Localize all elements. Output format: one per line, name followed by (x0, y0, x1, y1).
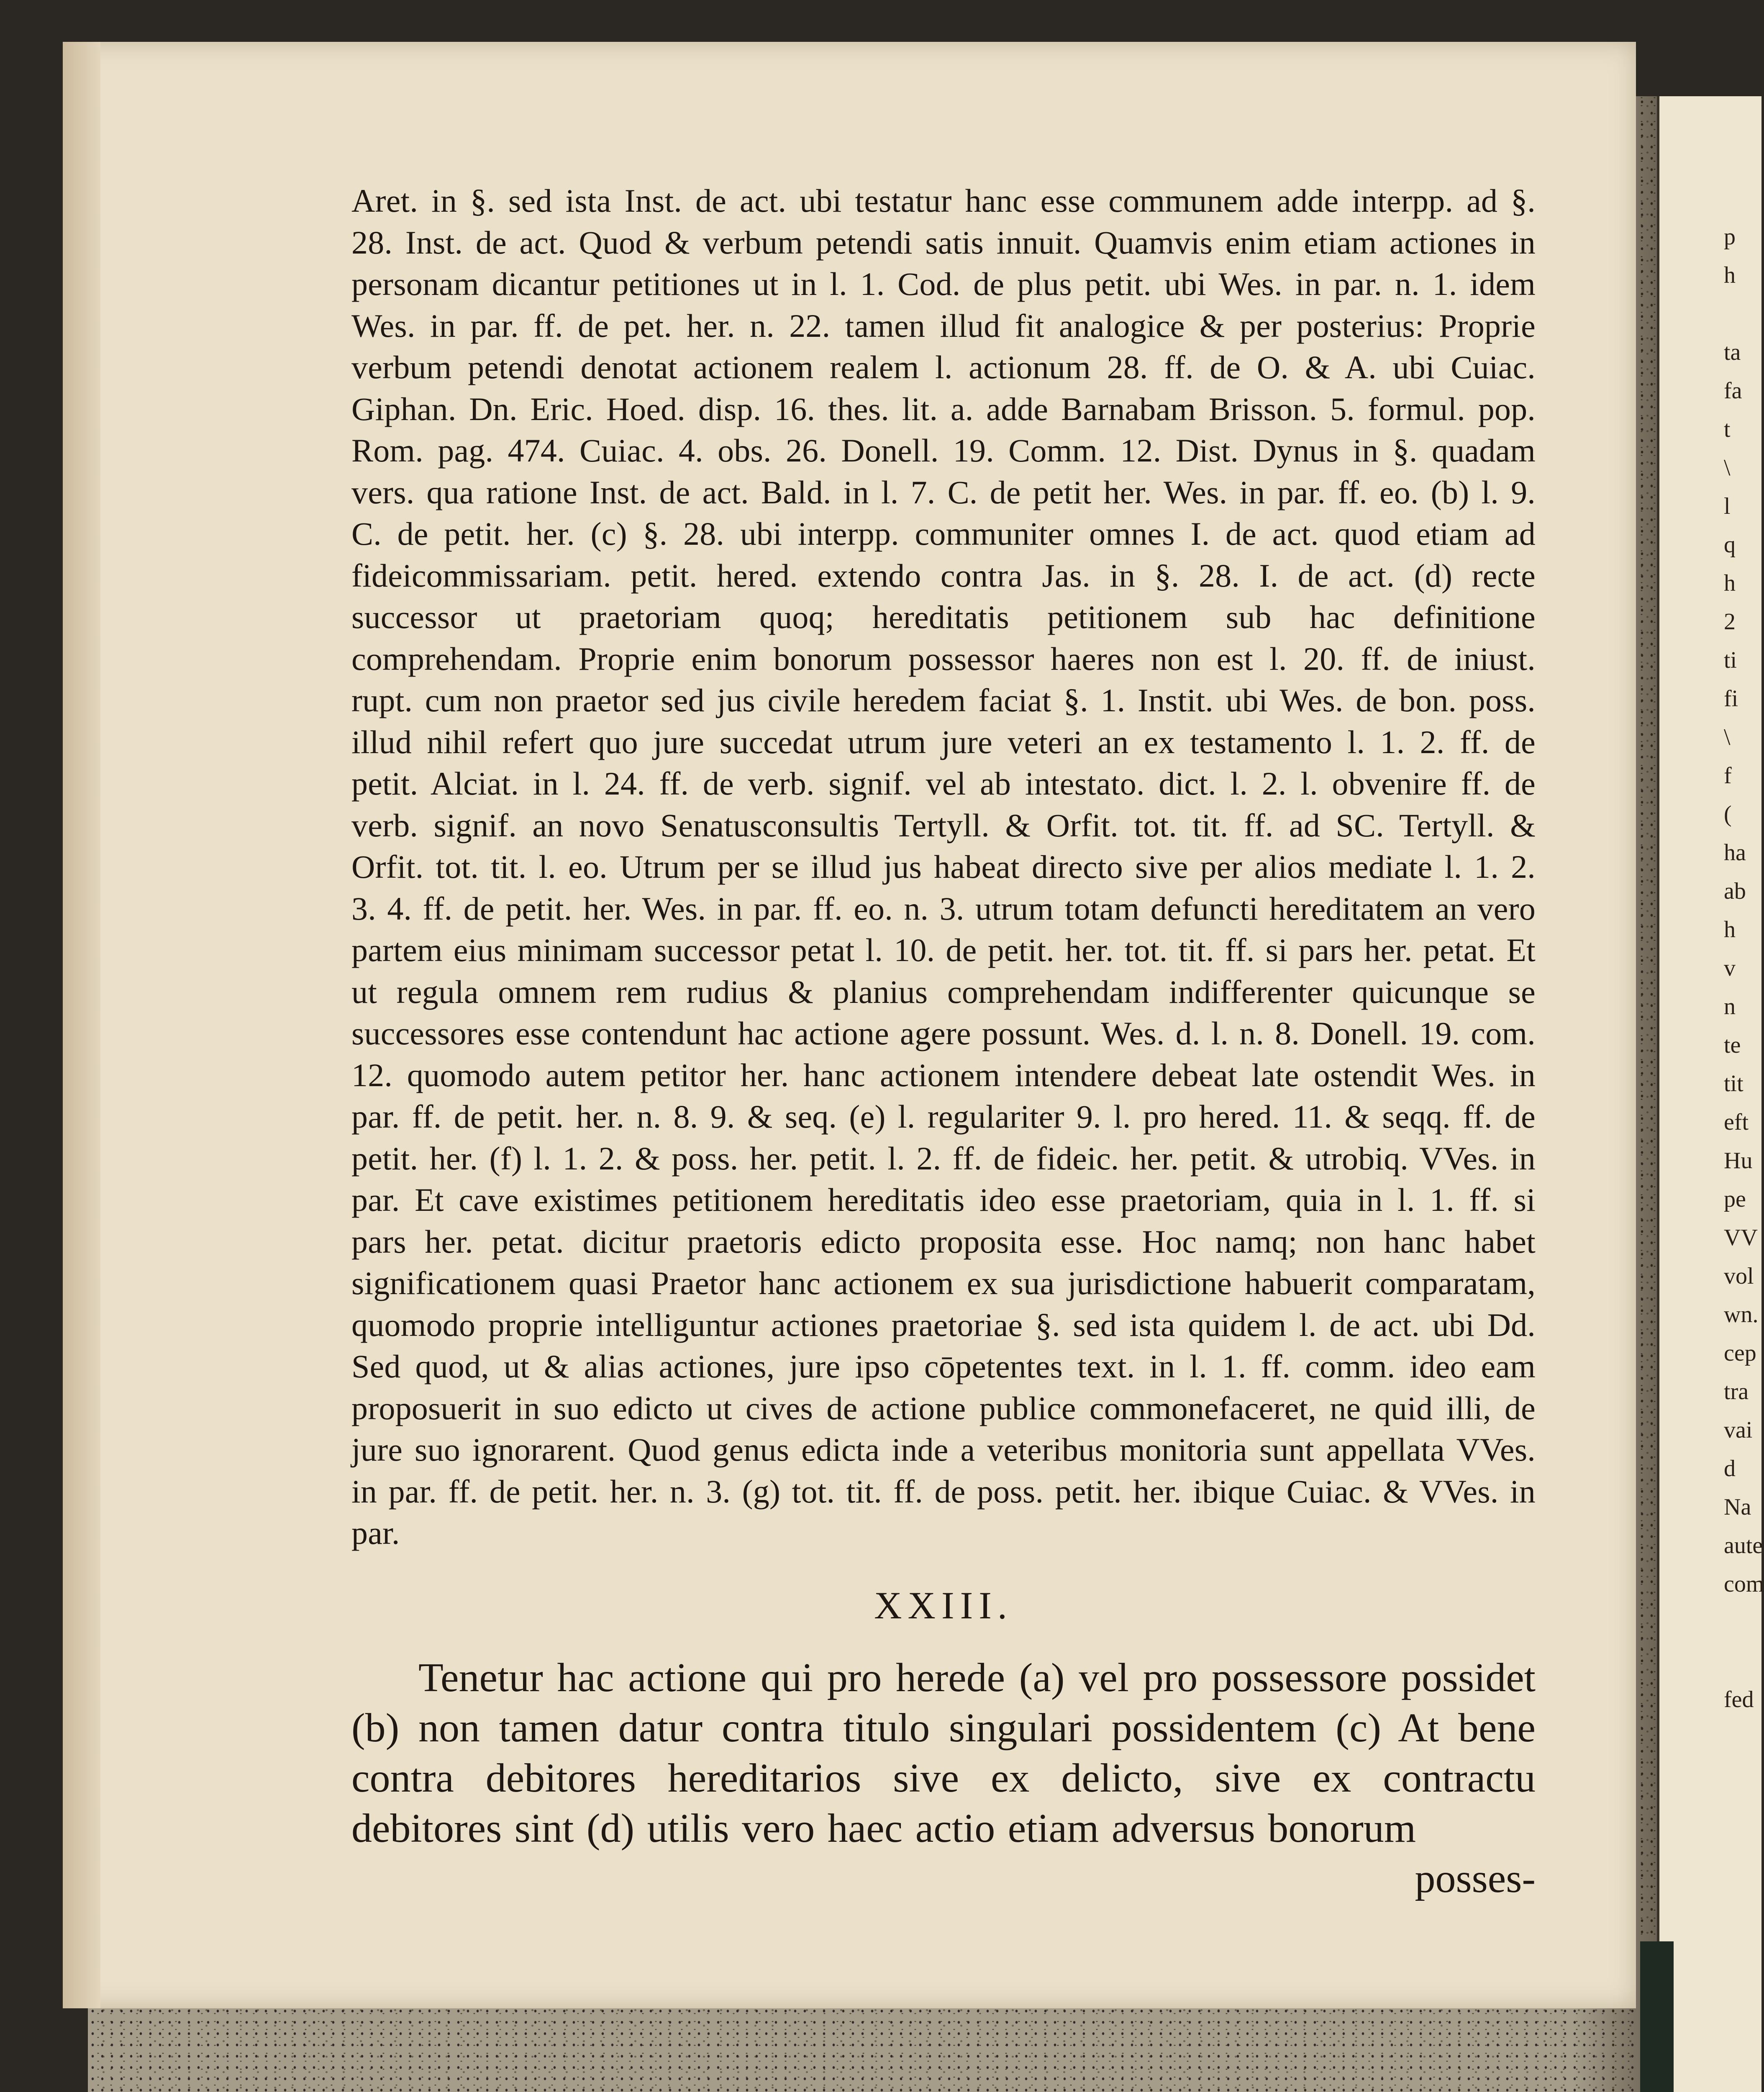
catchword: posses- (1415, 1856, 1536, 1901)
section-body: Tenetur hac actione qui pro herede (a) vel pro possessore possidet (b) non tamen datur contra titulo singulari possidentem (c) At bene contra debitores hereditarios sive ex delicto, sive ex contractu debitores sint (d) utilis vero haec actio etiam adversus bonorum (351, 1655, 1536, 1851)
bookmark-ribbon (1640, 1941, 1674, 2092)
facing-page-text-fragments: p h ta fa t \ l q h 2 ti fi \ f ( ha ab h v n te tit eft Hu pe VV vol wn. cep tra vai d Na aute com fed (1724, 224, 1764, 1713)
section-heading: XXIII. (874, 1584, 1013, 1627)
page-text (351, 180, 1536, 1904)
page-edge (63, 42, 100, 2008)
commentary-paragraph: Aret. in §. sed ista Inst. de act. ubi testatur hanc esse communem adde interpp. ad §. 28. Inst. de act. Quod & verbum petendi satis innuit. Quamvis enim etiam actiones in personam dicantur petitiones ut in l. 1. Cod. de plus petit. ubi Wes. in par. n. 1. idem Wes. in par. ff. de pet. her. n. 22. tamen illud fit analogice & per posterius: Proprie verbum petendi denotat actionem realem l. actionum 28. ff. de O. & A. ubi Cuiac. Giphan. Dn. Eric. Hoed. disp. 16. thes. lit. a. adde Barnabam Brisson. 5. formul. pop. Rom. pag. 474. Cuiac. 4. obs. 26. Donell. 19. Comm. 12. Dist. Dynus in §. quadam vers. qua ratione Inst. de act. Bald. in l. 7. C. de petit her. Wes. in par. ff. eo. (b) l. 9. C. de petit. her. (c) §. 28. ubi interpp. communiter omnes I. de act. quod etiam ad fideicommissariam. petit. hered. extendo contra Jas. in §. 28. I. de act. (d) recte successor ut praetoriam quoq; hereditatis petitionem sub hac definitione comprehendam. Proprie enim bonorum possessor haeres non est l. 20. ff. de iniust. rupt. cum non praetor sed jus civile heredem faciat §. 1. Instit. ubi Wes. de bon. poss. illud nihil refert quo jure succedat utrum jure veteri an ex testamento l. 1. 2. ff. de petit. Alciat. in l. 24. ff. de verb. signif. vel ab intestato. dict. l. 2. l. obvenire ff. de verb. signif. an novo Senatusconsultis Tertyll. & Orfit. tot. tit. ff. ad SC. Tertyll. & Orfit. tot. tit. l. eo. Utrum per se illud jus habeat directo sive per alios mediate l. 1. 2. 3. 4. ff. de petit. her. Wes. in par. ff. eo. n. 3. utrum totam defuncti hereditatem an vero partem eius minimam successor petat l. 10. de petit. her. tot. tit. ff. si pars her. petat. Et ut regula omnem rem rudius & planius comprehendam indifferenter quicunque se successores esse contendunt hac actione agere possunt. Wes. d. l. n. 8. Donell. 19. com. 12. quomodo autem petitor her. hanc actionem intendere debeat late ostendit Wes. in par. ff. de petit. her. n. 8. 9. & seq. (e) l. regulariter 9. l. pro hered. 11. & seqq. ff. de petit. her. (f) l. 1. 2. & poss. her. petit. l. 2. ff. de fideic. her. petit. & utrobiq. VVes. in par. Et cave existimes petitionem hereditatis ideo esse praetoriam, quia in l. 1. ff. si pars her. petat. dicitur praetoris edicto proposita esse. Hoc namq; non hanc habet significationem quasi Praetor hanc actionem ex sua jurisdictione habuerit comparatam, quomodo proprie intelliguntur actiones praetoriae §. sed ista quidem l. de act. ubi Dd. Sed quod, ut & alias actiones, jure ipso cōpetentes text. in l. 1. ff. comm. ideo eam proposuerit in suo edicto ut cives de actione publice commonefaceret, ne quid illi, de jure suo ignorarent. Quod genus edicta inde a veteribus monitoria sunt appellata VVes. in par. ff. de petit. her. n. 3. (g) tot. tit. ff. de poss. petit. her. ibique Cuiac. & VVes. in par. (351, 182, 1536, 1551)
